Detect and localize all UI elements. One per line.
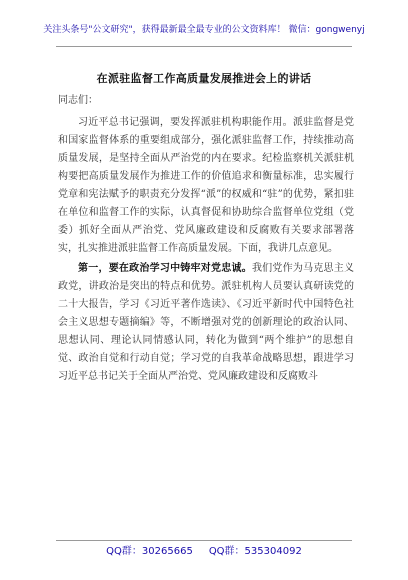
paragraph-intro: 习近平总书记强调，要发挥派驻机构职能作用。派驻监督是党和国家监督体系的重要组成部分，强化派驻监督工作，持续推动高质量发展，是坚持全面从严治党的内在要求。纪检监察机关派驻机构要把高质量发展作为推进工作的价值追求和衡量标准，忠实履行党章和宪法赋予的职责充分发挥“派”的权威和“驻”的优势，紧扣驻在单位和监督工作的实际，认真督促和协助综合监督单位党组（党委）抓好全面从严治党、党风廉政建设和反腐败有关要求部署落实，扎实推进派驻监督工作高质量发展。下面，我讲几点意见。: [58, 117, 354, 254]
header-divider: [56, 46, 352, 47]
document-title: 在派驻监督工作高质量发展推进会上的讲话: [96, 72, 312, 85]
greeting: 同志们：: [58, 95, 98, 106]
header-promo-banner: 关注头条号"公文研究"，获得最新最全最专业的公文资料库！ 微信：gongwenyj: [43, 25, 365, 35]
point-one-text: 我们党作为马克思主义政党，讲政治是突出的特点和优势。派驻机构人员要认真研读党的二十大报告，学习《习近平著作选读》、《习近平新时代中国特色社会主义思想专题摘编》等，不断增强对党的创新理论的政治认同、思想认同、理论认同情感认同，转化为做到“两个维护”的思想自觉、政治自觉和行动自觉；学习党的自我革命战略思想，跟进学习习近平总书记关于全面从严治党、党风廉政建设和反腐败斗: [58, 263, 355, 382]
footer-qq-group-1: QQ群：30265665: [106, 546, 193, 557]
point-one-heading: 第一，要在政治学习中铸牢对党忠诚。: [78, 263, 252, 274]
document-body: [58, 92, 354, 388]
footer-qq-group-2: QQ群：535304092: [208, 546, 302, 557]
footer-divider: [56, 540, 352, 541]
footer-promo-banner: [0, 546, 408, 558]
paragraph-point-one: [58, 260, 354, 386]
